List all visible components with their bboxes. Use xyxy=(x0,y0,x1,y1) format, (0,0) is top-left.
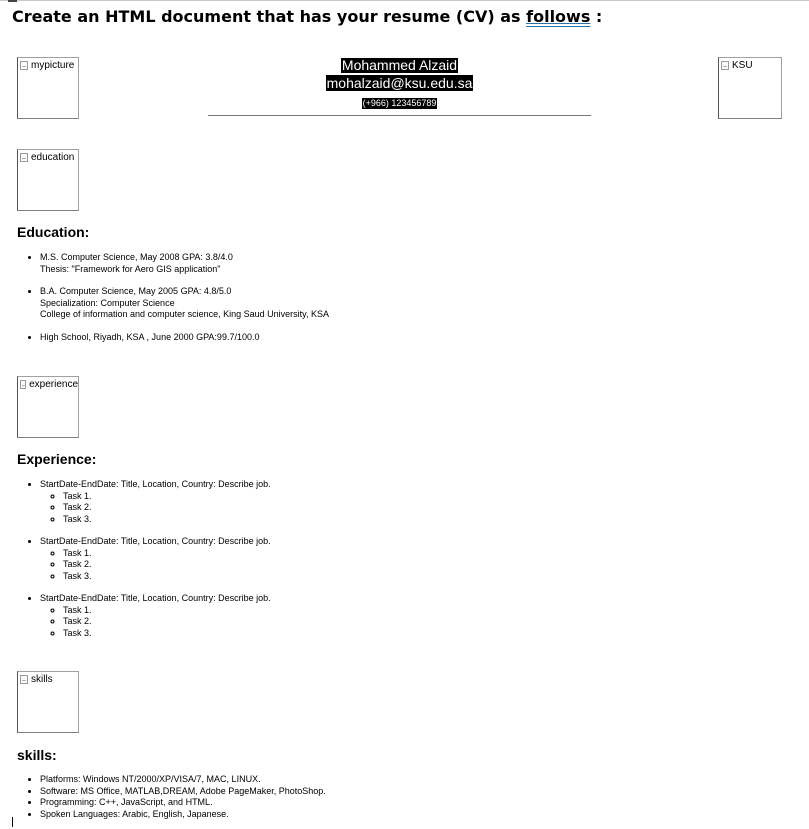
list-item xyxy=(40,286,329,321)
header-divider xyxy=(208,115,591,116)
task-item: ◦ Task 1. xyxy=(63,548,271,560)
broken-image-icon xyxy=(20,380,26,389)
education-detail: Thesis: "Framework for Aero GIS application" xyxy=(40,263,221,274)
prompt-text: Create an HTML document that has your resume (CV) as xyxy=(12,7,527,26)
task-item: ◦ Task 3. xyxy=(63,514,271,526)
task-item: ◦ Task 3. xyxy=(63,628,271,640)
job-line: • StartDate-EndDate: Title, Location, Country: Describe job. xyxy=(40,593,271,603)
resume-phone: (+966) 123456789 xyxy=(362,98,437,108)
image-alt-text: KSU xyxy=(732,60,753,71)
task-list xyxy=(40,548,271,583)
education-degree: • High School, Riyadh, KSA , June 2000 GPA:99.7/100.0 xyxy=(40,331,260,342)
task-item: ◦ Task 3. xyxy=(63,571,271,583)
resume-email: mohalzaid@ksu.edu.sa xyxy=(326,75,473,91)
education-image xyxy=(17,149,79,211)
experience-image xyxy=(17,376,79,438)
experience-list xyxy=(17,479,271,650)
education-detail: Specialization: Computer Science xyxy=(40,297,175,308)
experience-heading: Experience: xyxy=(17,451,97,467)
resume-name: Mohammed Alzaid xyxy=(341,57,458,73)
skills-list xyxy=(17,774,326,820)
task-list xyxy=(40,605,271,640)
list-item xyxy=(40,332,329,344)
prompt-colon: : xyxy=(590,7,603,26)
broken-image-icon xyxy=(20,61,28,70)
task-item: ◦ Task 1. xyxy=(63,491,271,503)
job-line: • StartDate-EndDate: Title, Location, Country: Describe job. xyxy=(40,536,271,546)
list-item xyxy=(40,536,271,582)
task-item: ◦ Task 2. xyxy=(63,559,271,571)
prompt-follows-word: follows xyxy=(526,7,591,26)
top-mark xyxy=(8,0,17,2)
education-list xyxy=(17,252,329,354)
image-alt-text: education xyxy=(31,152,75,163)
image-alt-text: experience xyxy=(29,379,78,390)
list-item xyxy=(40,479,271,525)
skill-item: • Software: MS Office, MATLAB,DREAM, Adobe PageMaker, PhotoShop. xyxy=(40,786,326,798)
skill-item: • Platforms: Windows NT/2000/XP/VISA/7, MAC, LINUX. xyxy=(40,774,326,786)
skills-image xyxy=(17,671,79,733)
list-item xyxy=(40,252,329,275)
broken-image-icon xyxy=(721,61,729,70)
task-item: ◦ Task 2. xyxy=(63,616,271,628)
ksu-logo-image xyxy=(718,57,782,119)
education-detail: College of information and computer science, King Saud University, KSA xyxy=(40,309,329,319)
top-border xyxy=(0,0,809,1)
education-heading: Education: xyxy=(17,224,90,240)
profile-picture-image xyxy=(17,57,79,119)
education-degree: • B.A. Computer Science, May 2005 GPA: 4.8/5.0 xyxy=(40,286,232,296)
image-alt-text: skills xyxy=(31,674,53,685)
task-item: ◦ Task 1. xyxy=(63,605,271,617)
broken-image-icon xyxy=(20,153,28,162)
skill-item: • Spoken Languages: Arabic, English, Japanese. xyxy=(40,809,326,821)
skill-item: • Programming: C++, JavaScript, and HTML. xyxy=(40,797,326,809)
image-alt-text: mypicture xyxy=(31,60,75,71)
list-item xyxy=(40,593,271,639)
job-line: • StartDate-EndDate: Title, Location, Country: Describe job. xyxy=(40,479,271,489)
education-degree: • M.S. Computer Science, May 2008 GPA: 3.8/4.0 xyxy=(40,252,233,262)
task-list xyxy=(40,491,271,526)
skills-heading: skills: xyxy=(17,747,57,763)
resume-header xyxy=(208,57,591,111)
broken-image-icon xyxy=(20,675,28,684)
task-item: ◦ Task 2. xyxy=(63,502,271,514)
assignment-prompt xyxy=(12,7,602,26)
text-cursor xyxy=(12,817,13,827)
